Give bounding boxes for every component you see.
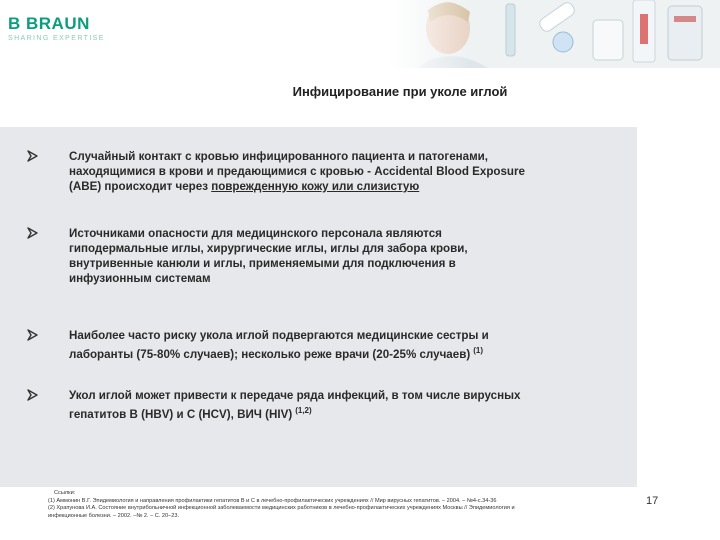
bullet-underlined-text: поврежденную кожу или слизистую xyxy=(211,180,420,193)
reference-marker: (1) xyxy=(473,346,483,355)
bullet-line: Укол иглой может привести к передаче ряда инфекций, в том числе вирусных xyxy=(69,389,521,402)
references-footer xyxy=(48,490,640,520)
reference-2-continued: инфекционные болезни. – 2002. –№ 2. – С. 20–23. xyxy=(48,512,180,519)
arrowhead-bullet-icon xyxy=(26,328,40,342)
bullet-line-prefix: (ABE) происходит через xyxy=(69,180,212,193)
page-number: 17 xyxy=(646,495,659,507)
references-heading: Ссылки: xyxy=(54,490,76,496)
bullet-line: Случайный контакт с кровью инфицированного пациента и патогенами, xyxy=(69,150,489,163)
banner-illustration xyxy=(388,0,720,68)
bullet-line: Источниками опасности для медицинского персонала являются xyxy=(69,227,442,240)
medical-equipment-photo-icon xyxy=(388,0,720,68)
reference-1: (1) Аммонин В.Г. Эпидемиология и направления профилактики гепатитов В и С в лечебно-профилактических учреждениях // Мир вирусных гепатитов. – 2004. – №4-с.34-36 xyxy=(48,497,497,504)
bullet-line: гиподермальные иглы, хирургические иглы, иглы для забора крови, xyxy=(69,242,468,255)
bullet-text xyxy=(69,328,629,362)
bullet-text xyxy=(69,149,629,194)
bullet-line: инфузионным системам xyxy=(69,272,211,285)
bullet-line: находящимися в крови и предающимися с кровью - Accidental Blood Exposure xyxy=(69,165,525,178)
bullet-text xyxy=(69,226,629,286)
braun-logo xyxy=(8,14,105,42)
reference-2: (2) Храпунова И.А. Состояние внутрибольничной инфекционной заболеваемости медицинских работников в лечебно-профилактических учреждениях Москвы // Эпидемиология и xyxy=(48,505,515,512)
logo-brand: B BRAUN xyxy=(8,14,90,33)
bullet-text xyxy=(69,388,629,422)
bullet-line xyxy=(69,403,629,422)
logo-tagline: SHARING EXPERTISE xyxy=(8,35,105,42)
arrowhead-bullet-icon xyxy=(26,226,40,240)
arrowhead-bullet-icon xyxy=(26,388,40,402)
bullet-line-main: лаборанты (75-80% случаев); несколько реже врачи (20-25% случаев) xyxy=(69,348,471,361)
slide-title: Инфицирование при уколе иглой xyxy=(292,84,508,99)
bullet-line: внутривенные канюли и иглы, применяемыми для подключения в xyxy=(69,257,456,270)
bullet-line-main: гепатитов В (HBV) и С (HCV), ВИЧ (HIV) xyxy=(69,408,293,421)
bullet-line: Наиболее часто риску укола иглой подвергаются медицинские сестры и xyxy=(69,329,489,342)
bullet-line xyxy=(69,343,629,362)
arrowhead-bullet-icon xyxy=(26,149,40,163)
reference-marker: (1,2) xyxy=(295,406,312,415)
bullet-line xyxy=(69,179,629,194)
